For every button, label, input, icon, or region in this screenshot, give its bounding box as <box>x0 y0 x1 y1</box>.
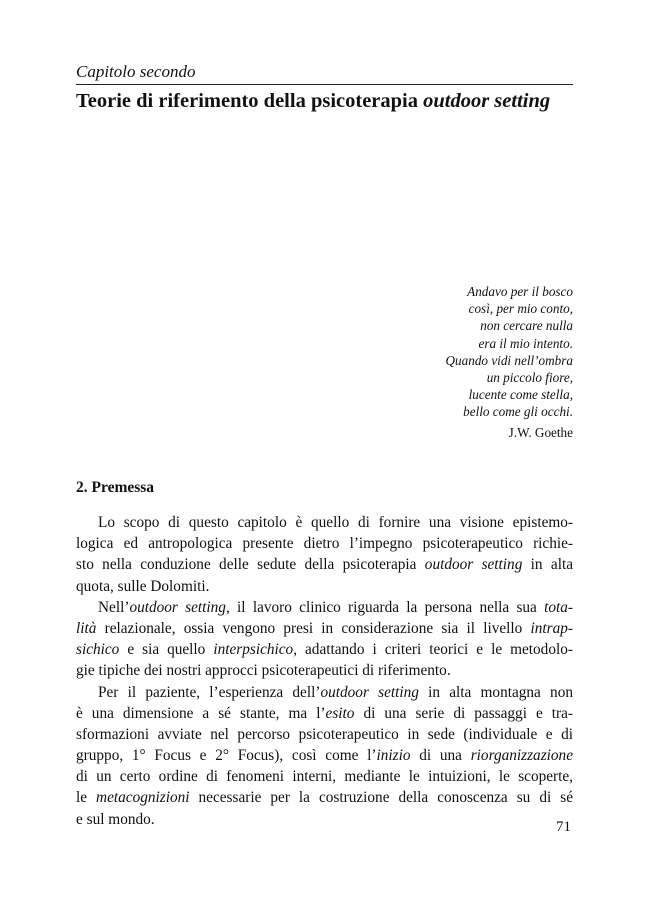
body-text <box>76 512 573 830</box>
body-line: Per il paziente, l’esperienza dell’outdoor setting in alta montagna non <box>98 683 574 701</box>
chapter-title-italic: outdoor setting <box>423 90 551 112</box>
epigraph <box>446 283 573 441</box>
body-line: logica ed antropologica presente dietro l’impegno psicoterapeutico richie- <box>76 535 573 553</box>
header-rule <box>76 84 573 85</box>
epigraph-line: un piccolo fiore, <box>486 370 573 386</box>
chapter-title <box>76 88 550 114</box>
body-line: lità relazionale, ossia vengono presi in considerazione sia il livello intrap- <box>76 619 573 637</box>
chapter-label: Capitolo secondo <box>76 62 196 81</box>
epigraph-attribution: J.W. Goethe <box>508 424 573 440</box>
body-line: Lo scopo di questo capitolo è quello di fornire una visione epistemo- <box>98 514 573 531</box>
body-line: le metacognizioni necessarie per la costruzione della conoscenza su di sé <box>76 789 573 807</box>
body-line: gruppo, 1° Focus e 2° Focus), così come l’inizio di una riorganizzazione <box>76 747 573 765</box>
body-line: sformazioni avviate nel percorso psicoterapeutico in sede (individuale e di <box>76 725 573 743</box>
body-line: sto nella conduzione delle sedute della psicoterapia outdoor setting in alta <box>76 556 573 574</box>
body-line: Nell’outdoor setting, il lavoro clinico riguarda la persona nella sua tota- <box>98 598 574 616</box>
epigraph-line: era il mio intento. <box>478 335 573 351</box>
body-line: sichico e sia quello interpsichico, adattando i criteri teorici e le metodolo- <box>76 641 573 659</box>
epigraph-line: così, per mio conto, <box>468 301 573 317</box>
epigraph-line: bello come gli occhi. <box>463 404 573 420</box>
body-line: gie tipiche dei nostri approcci psicoterapeutici di riferimento. <box>76 662 451 680</box>
epigraph-line: non cercare nulla <box>480 318 573 334</box>
chapter-title-main: Teorie di riferimento della psicoterapia <box>76 90 424 112</box>
epigraph-line: Andavo per il bosco <box>467 284 573 299</box>
body-line: quota, sulle Dolomiti. <box>76 577 210 595</box>
epigraph-line: lucente come stella, <box>468 387 573 403</box>
page-number: 71 <box>556 819 571 835</box>
body-line: di un certo ordine di fenomeni interni, mediante le intuizioni, le scoperte, <box>76 768 573 786</box>
section-heading: 2. Premessa <box>76 479 155 496</box>
body-line: e sul mondo. <box>76 810 155 828</box>
body-line: è una dimensione a sé stante, ma l’esito di una serie di passaggi e tra- <box>76 704 573 722</box>
epigraph-line: Quando vidi nell’ombra <box>445 352 573 368</box>
